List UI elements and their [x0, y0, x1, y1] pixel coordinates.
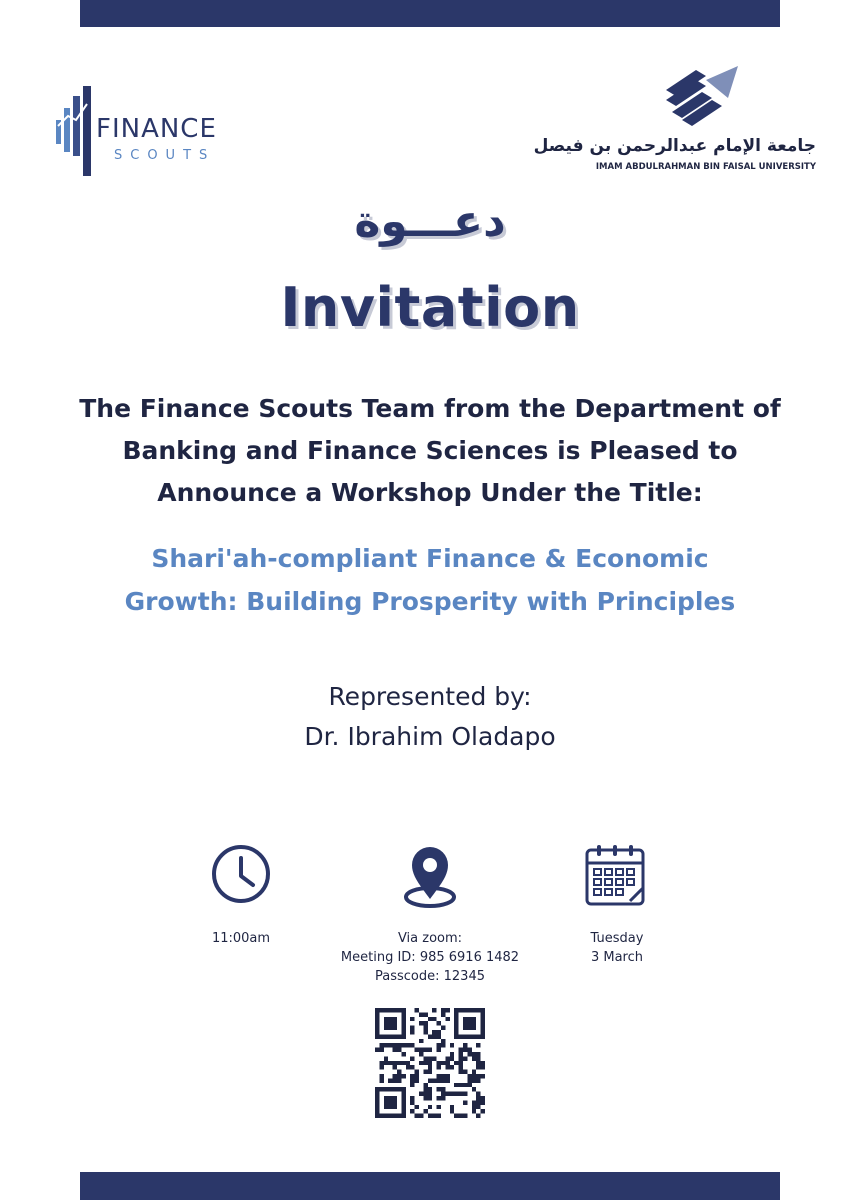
finance-scouts-logo — [54, 86, 254, 176]
event-time — [190, 929, 292, 948]
date-weekday: Tuesday — [590, 931, 644, 946]
qr-code[interactable] — [375, 1008, 485, 1118]
finance-scouts-tagline: SCOUTS — [114, 148, 216, 163]
meeting-id: Meeting ID: 985 6916 1482 — [340, 950, 520, 965]
workshop-title — [30, 537, 830, 623]
university-emblem-icon — [662, 62, 742, 132]
university-logo — [533, 62, 820, 182]
university-english-name: IMAM ABDULRAHMAN BIN FAISAL UNIVERSITY — [595, 162, 816, 172]
bottom-banner-bar — [80, 1172, 780, 1200]
location-line: Via zoom: — [397, 931, 463, 946]
event-date — [565, 929, 669, 967]
passcode: Passcode: 12345 — [375, 969, 485, 984]
finance-scouts-wordmark: FINANCE — [96, 114, 217, 144]
workshop-title-line: Growth: Building Prosperity with Principles — [124, 587, 736, 616]
announcement-text — [30, 388, 830, 514]
presenter-name: Dr. Ibrahim Oladapo — [304, 722, 556, 751]
title-english: Invitation — [280, 276, 580, 339]
finance-scouts-bars-icon — [54, 86, 94, 176]
location-pin-icon — [402, 843, 458, 913]
time-text: 11:00am — [211, 931, 271, 946]
calendar-icon — [584, 843, 646, 911]
presenter-label: Represented by: — [328, 682, 532, 711]
date-day: 3 March — [590, 950, 644, 965]
title-arabic: دعـــوة — [354, 196, 506, 247]
top-banner-bar — [80, 0, 780, 27]
announcement-line: Banking and Finance Sciences is Pleased to — [122, 436, 738, 465]
university-arabic-name: جامعة الإمام عبدالرحمن بن فيصل — [533, 136, 816, 156]
announcement-line: The Finance Scouts Team from the Department of — [79, 394, 781, 423]
workshop-title-line: Shari'ah-compliant Finance & Economic — [151, 544, 709, 573]
clock-icon — [210, 843, 272, 909]
event-location — [320, 929, 540, 986]
announcement-line: Announce a Workshop Under the Title: — [157, 478, 703, 507]
